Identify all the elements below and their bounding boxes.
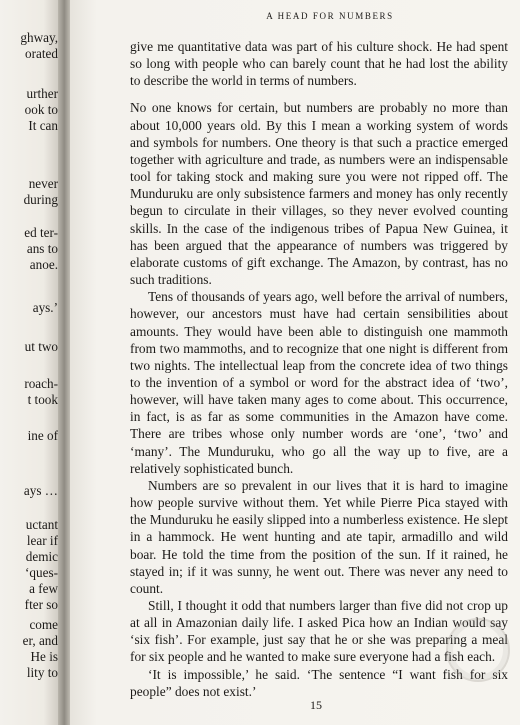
watermark-stamp (446, 618, 510, 682)
left-page-line: orated (25, 46, 58, 61)
left-page-line: ans to (26, 241, 58, 256)
left-page-line: lity to (26, 665, 58, 680)
left-page-line: never (28, 176, 58, 191)
paragraph-5: Still, I thought it odd that numbers larger than five did not crop up at all in Amazonian daily life. I asked Pica how an Indian would say ‘six fish’. For example, just say that he or she was preparing a meal for six people and he wanted to make sure everyone had a fish each. (130, 598, 508, 665)
left-page-line: lear if (26, 533, 58, 548)
left-page-line: anoe. (29, 257, 58, 272)
body-text (130, 38, 508, 700)
right-page (70, 0, 520, 725)
left-page-line: ed ter- (24, 225, 58, 240)
left-page-line: demic (25, 549, 58, 564)
left-page-line: He is (30, 649, 58, 664)
left-page-line: uctant (25, 517, 58, 532)
left-page-line: t took (27, 392, 58, 407)
page-number: 15 (310, 698, 322, 712)
paragraph-3: Tens of thousands of years ago, well before the arrival of numbers, however, our ancestors must have had certain sensibilities about amounts. They would have been able to distinguish one mammoth from two mammoths, and to recognize that one night is different from two nights. The intellectual leap from the concrete idea of two things to the invention of a symbol or word for the abstract idea of ‘two’, however, will have taken many ages to come about. This occurrence, in fact, is as far as some communities in the Amazon have come. There are tribes whose only number words are ‘one’, ‘two’ and ‘many’. The Munduruku, who go all the way up to five, are a relatively sophisticated bunch. (130, 289, 508, 476)
left-page-line: er, and (22, 633, 58, 648)
left-page-line: ays.’ (32, 300, 58, 315)
left-page-line: urther (26, 86, 58, 101)
paragraph-1: give me quantitative data was part of his culture shock. He had spent so long with people who can barely count that he had lost the ability to describe the world in terms of numbers. (130, 39, 508, 89)
left-page-line: during (23, 192, 58, 207)
left-page (0, 0, 62, 725)
left-page-line: ghway, (20, 30, 58, 45)
left-page-line: ook to (24, 102, 58, 117)
running-head: A HEAD FOR NUMBERS (266, 11, 394, 21)
left-page-line: It can (28, 118, 58, 133)
paragraph-4: Numbers are so prevalent in our lives that it is hard to imagine how people survive without them. Yet while Pierre Pica stayed with the Munduruku he easily slipped into a numberless existence. He slept in a hammock. He went hunting and ate tapir, armadillo and wild boar. He told the time from the position of the sun. If it rained, he stayed in; if it was sunny, he went out. There was never any need to count. (130, 477, 508, 596)
left-page-line: a few (29, 581, 58, 596)
paragraph-6: ‘It is impossible,’ he said. ‘The sentence “I want fish for six people” does not exist.’ (130, 666, 508, 699)
left-page-line: ‘ques- (25, 565, 58, 580)
left-page-line: ine of (27, 428, 58, 443)
left-page-line: roach- (24, 376, 58, 391)
left-page-line: fter so (24, 597, 58, 612)
left-page-line: ays … (23, 483, 58, 498)
left-page-line: come (29, 617, 58, 632)
left-page-line: ut two (24, 339, 58, 354)
paragraph-2: No one knows for certain, but numbers are probably no more than about 10,000 years old. By this I mean a working system of words and symbols for numbers. One theory is that such a practice emerged together with agriculture and trade, as numbers were an indispensable tool for taking stock and making sure you were not ripped off. The Munduruku are only subsistence farmers and money has only recently begun to circulate in their villages, so they never evolved counting skills. In the case of the indigenous tribes of Papua New Guinea, it has been argued that the appearance of numbers was triggered by elaborate customs of gift exchange. The Amazon, by contrast, has no such traditions. (130, 100, 508, 288)
